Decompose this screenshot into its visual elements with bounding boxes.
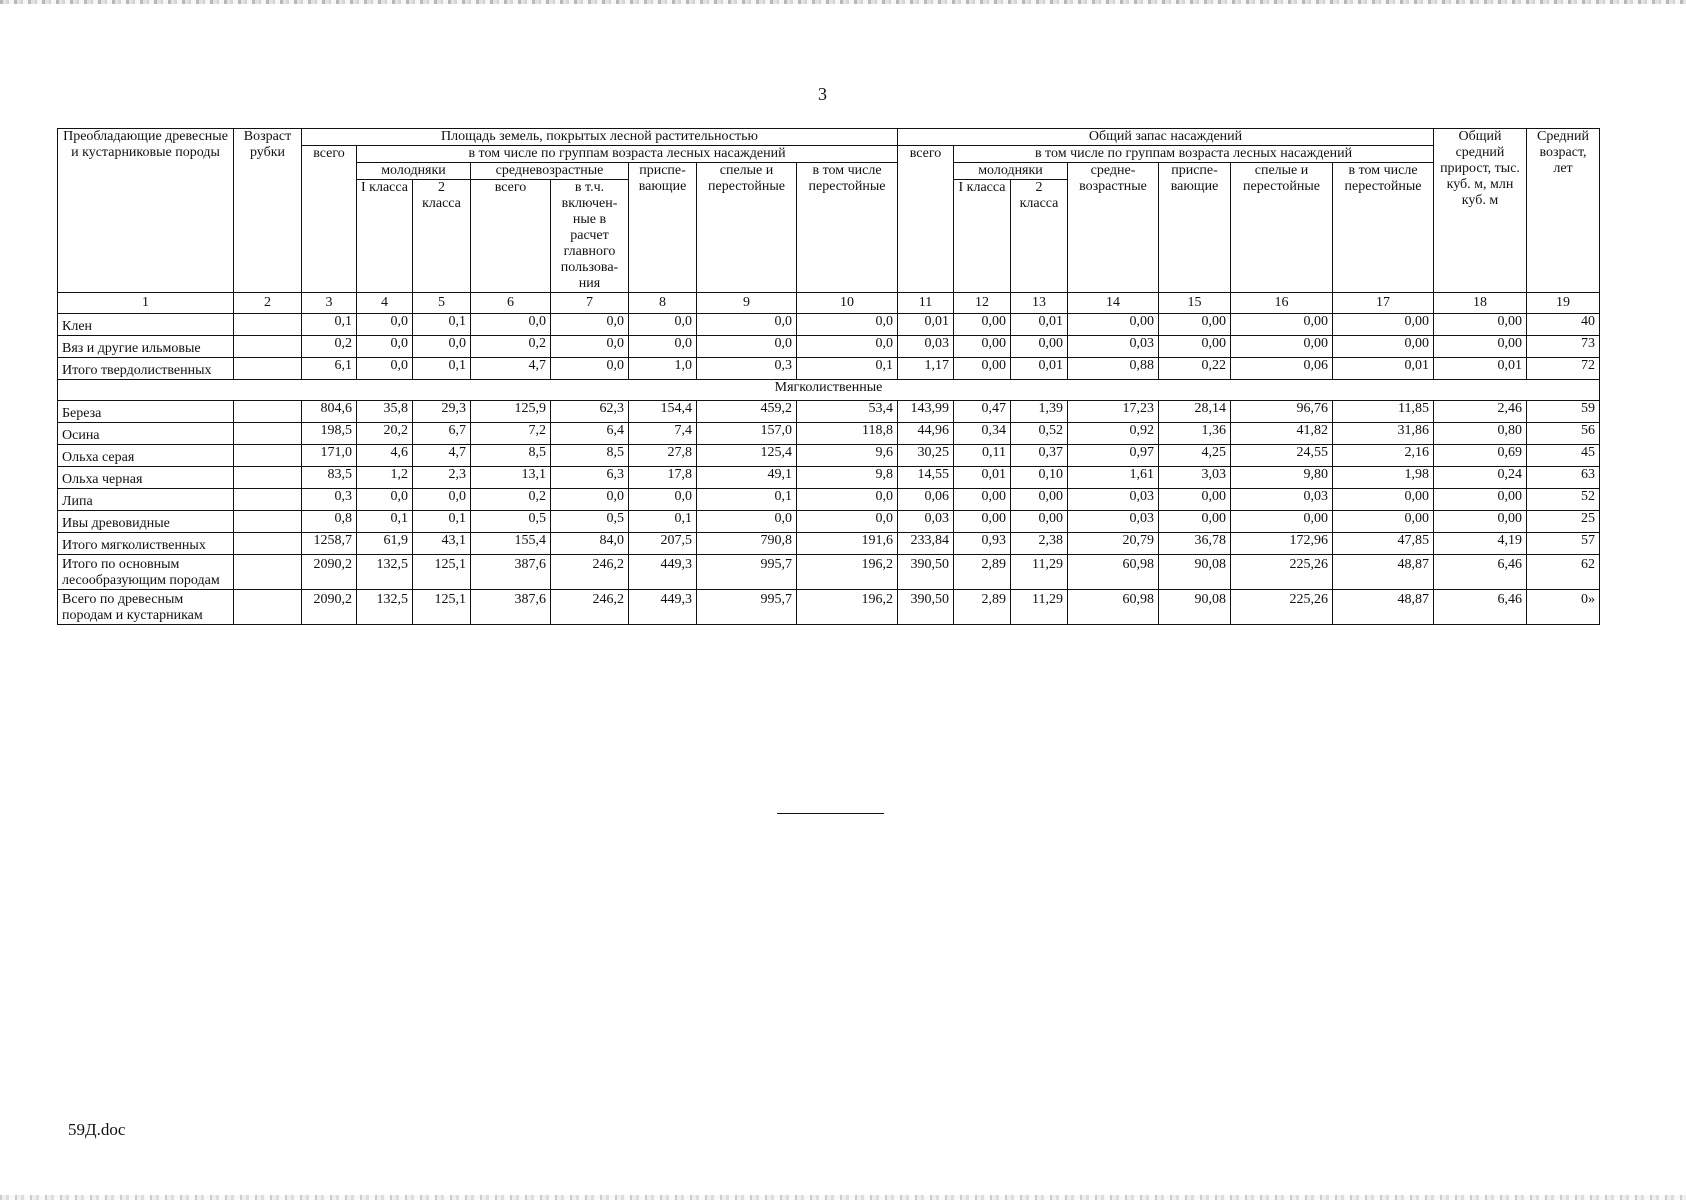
value-cell: 0,80 — [1434, 423, 1527, 445]
value-cell: 0,01 — [898, 314, 954, 336]
value-cell: 0,00 — [1333, 314, 1434, 336]
stock-mature-header: спелые и перестойные — [1231, 163, 1333, 293]
species-name: Клен — [58, 314, 234, 336]
value-cell: 0,00 — [1231, 314, 1333, 336]
value-cell: 225,26 — [1231, 590, 1333, 625]
table-row — [58, 511, 1600, 533]
species-name: Береза — [58, 401, 234, 423]
value-cell: 20,79 — [1068, 533, 1159, 555]
value-cell: 96,76 — [1231, 401, 1333, 423]
species-name: Всего по древесным породам и кустарникам — [58, 590, 234, 625]
value-cell: 0,1 — [302, 314, 357, 336]
softwood-rows — [58, 401, 1600, 555]
stock-class1-header: I класса — [954, 180, 1011, 293]
value-cell: 83,5 — [302, 467, 357, 489]
value-cell: 61,9 — [357, 533, 413, 555]
col-number: 3 — [302, 293, 357, 314]
value-cell: 72 — [1527, 358, 1600, 380]
col-number: 1 — [58, 293, 234, 314]
col-number: 5 — [413, 293, 471, 314]
value-cell: 0,0 — [471, 314, 551, 336]
scan-bottom-edge — [0, 1195, 1686, 1200]
value-cell: 0,00 — [1231, 511, 1333, 533]
species-name: Ивы древовидные — [58, 511, 234, 533]
value-cell: 0,00 — [1159, 314, 1231, 336]
felling-age-cell — [234, 590, 302, 625]
value-cell: 125,1 — [413, 555, 471, 590]
value-cell: 49,1 — [697, 467, 797, 489]
value-cell: 84,0 — [551, 533, 629, 555]
value-cell: 995,7 — [697, 590, 797, 625]
value-cell: 246,2 — [551, 590, 629, 625]
col-number: 16 — [1231, 293, 1333, 314]
value-cell: 0,52 — [1011, 423, 1068, 445]
table-row — [58, 489, 1600, 511]
value-cell: 0,0 — [629, 489, 697, 511]
value-cell: 20,2 — [357, 423, 413, 445]
value-cell: 0,00 — [1434, 489, 1527, 511]
area-overmature-header: в том числе перестойные — [797, 163, 898, 293]
value-cell: 59 — [1527, 401, 1600, 423]
value-cell: 995,7 — [697, 555, 797, 590]
col-number: 11 — [898, 293, 954, 314]
document-filename: 59Д.doc — [68, 1120, 126, 1139]
value-cell: 0,2 — [471, 336, 551, 358]
table-row — [58, 555, 1600, 590]
area-main-use-header: в т.ч. включен-ные в расчет главного пользова-ния — [551, 180, 629, 293]
value-cell: 0,92 — [1068, 423, 1159, 445]
value-cell: 0,0 — [551, 336, 629, 358]
felling-age-cell — [234, 358, 302, 380]
table-row — [58, 467, 1600, 489]
stock-class2-header: 2 класса — [1011, 180, 1068, 293]
value-cell: 0,1 — [413, 358, 471, 380]
value-cell: 11,29 — [1011, 555, 1068, 590]
felling-age-cell — [234, 555, 302, 590]
value-cell: 0,03 — [1231, 489, 1333, 511]
value-cell: 0,37 — [1011, 445, 1068, 467]
value-cell: 25 — [1527, 511, 1600, 533]
value-cell: 0,00 — [1159, 511, 1231, 533]
value-cell: 390,50 — [898, 555, 954, 590]
value-cell: 0» — [1527, 590, 1600, 625]
value-cell: 449,3 — [629, 555, 697, 590]
col-number: 19 — [1527, 293, 1600, 314]
col-number: 12 — [954, 293, 1011, 314]
table-row — [58, 423, 1600, 445]
value-cell: 90,08 — [1159, 590, 1231, 625]
value-cell: 0,3 — [302, 489, 357, 511]
felling-age-cell — [234, 423, 302, 445]
value-cell: 0,10 — [1011, 467, 1068, 489]
value-cell: 0,00 — [1333, 336, 1434, 358]
value-cell: 27,8 — [629, 445, 697, 467]
species-name: Осина — [58, 423, 234, 445]
value-cell: 6,1 — [302, 358, 357, 380]
value-cell: 191,6 — [797, 533, 898, 555]
value-cell: 9,8 — [797, 467, 898, 489]
value-cell: 0,8 — [302, 511, 357, 533]
value-cell: 0,0 — [797, 336, 898, 358]
column-number-row — [58, 293, 1600, 314]
value-cell: 0,03 — [1068, 489, 1159, 511]
stock-overmature-header: в том числе перестойные — [1333, 163, 1434, 293]
value-cell: 63 — [1527, 467, 1600, 489]
value-cell: 35,8 — [357, 401, 413, 423]
value-cell: 2090,2 — [302, 555, 357, 590]
value-cell: 0,22 — [1159, 358, 1231, 380]
value-cell: 0,0 — [413, 336, 471, 358]
col-number: 7 — [551, 293, 629, 314]
value-cell: 1,2 — [357, 467, 413, 489]
felling-age-cell — [234, 533, 302, 555]
col-number: 6 — [471, 293, 551, 314]
value-cell: 1,0 — [629, 358, 697, 380]
value-cell: 0,00 — [1068, 314, 1159, 336]
col-number: 14 — [1068, 293, 1159, 314]
section-heading: Мягколиственные — [58, 380, 1600, 401]
value-cell: 0,0 — [629, 336, 697, 358]
value-cell: 17,8 — [629, 467, 697, 489]
value-cell: 6,4 — [551, 423, 629, 445]
value-cell: 0,69 — [1434, 445, 1527, 467]
value-cell: 207,5 — [629, 533, 697, 555]
col-number: 2 — [234, 293, 302, 314]
value-cell: 790,8 — [697, 533, 797, 555]
value-cell: 48,87 — [1333, 590, 1434, 625]
value-cell: 0,0 — [797, 489, 898, 511]
value-cell: 6,46 — [1434, 555, 1527, 590]
value-cell: 62,3 — [551, 401, 629, 423]
scan-top-edge — [0, 0, 1686, 4]
value-cell: 155,4 — [471, 533, 551, 555]
value-cell: 198,5 — [302, 423, 357, 445]
stock-young-header: молодняки — [954, 163, 1068, 180]
value-cell: 1,98 — [1333, 467, 1434, 489]
value-cell: 60,98 — [1068, 590, 1159, 625]
value-cell: 196,2 — [797, 555, 898, 590]
stock-by-age-header: в том числе по группам возраста лесных насаждений — [954, 146, 1434, 163]
value-cell: 57 — [1527, 533, 1600, 555]
area-young-header: молодняки — [357, 163, 471, 180]
value-cell: 0,97 — [1068, 445, 1159, 467]
felling-age-cell — [234, 445, 302, 467]
value-cell: 53,4 — [797, 401, 898, 423]
value-cell: 0,5 — [471, 511, 551, 533]
value-cell: 2,38 — [1011, 533, 1068, 555]
value-cell: 7,2 — [471, 423, 551, 445]
col-number: 8 — [629, 293, 697, 314]
value-cell: 0,00 — [1011, 336, 1068, 358]
value-cell: 31,86 — [1333, 423, 1434, 445]
value-cell: 8,5 — [551, 445, 629, 467]
value-cell: 1,17 — [898, 358, 954, 380]
table-row — [58, 533, 1600, 555]
stock-total-header: всего — [898, 146, 954, 293]
value-cell: 125,1 — [413, 590, 471, 625]
value-cell: 6,46 — [1434, 590, 1527, 625]
area-middle-total-header: всего — [471, 180, 551, 293]
value-cell: 804,6 — [302, 401, 357, 423]
value-cell: 6,7 — [413, 423, 471, 445]
species-name: Итого мягколиственных — [58, 533, 234, 555]
col-number: 15 — [1159, 293, 1231, 314]
value-cell: 0,0 — [357, 336, 413, 358]
value-cell: 459,2 — [697, 401, 797, 423]
value-cell: 233,84 — [898, 533, 954, 555]
hardwood-rows — [58, 314, 1600, 380]
value-cell: 0,88 — [1068, 358, 1159, 380]
value-cell: 0,2 — [302, 336, 357, 358]
felling-age-cell — [234, 314, 302, 336]
value-cell: 0,3 — [697, 358, 797, 380]
value-cell: 0,1 — [357, 511, 413, 533]
value-cell: 0,0 — [551, 358, 629, 380]
stock-group-header: Общий запас насаждений — [898, 129, 1434, 146]
value-cell: 48,87 — [1333, 555, 1434, 590]
value-cell: 125,9 — [471, 401, 551, 423]
felling-age-cell — [234, 511, 302, 533]
value-cell: 90,08 — [1159, 555, 1231, 590]
table-row — [58, 445, 1600, 467]
col-number: 10 — [797, 293, 898, 314]
softwood-section — [58, 380, 1600, 401]
value-cell: 6,3 — [551, 467, 629, 489]
forest-fund-table — [57, 128, 1600, 625]
value-cell: 0,00 — [1011, 489, 1068, 511]
value-cell: 73 — [1527, 336, 1600, 358]
species-name: Итого по основным лесообразующим породам — [58, 555, 234, 590]
value-cell: 44,96 — [898, 423, 954, 445]
value-cell: 157,0 — [697, 423, 797, 445]
value-cell: 60,98 — [1068, 555, 1159, 590]
value-cell: 8,5 — [471, 445, 551, 467]
value-cell: 390,50 — [898, 590, 954, 625]
value-cell: 132,5 — [357, 555, 413, 590]
value-cell: 0,01 — [954, 467, 1011, 489]
felling-age-cell — [234, 401, 302, 423]
value-cell: 0,0 — [357, 314, 413, 336]
value-cell: 0,03 — [898, 336, 954, 358]
area-middle-header: средневозрастные — [471, 163, 629, 180]
value-cell: 0,0 — [697, 511, 797, 533]
table-row — [58, 401, 1600, 423]
value-cell: 24,55 — [1231, 445, 1333, 467]
value-cell: 172,96 — [1231, 533, 1333, 555]
value-cell: 0,0 — [551, 314, 629, 336]
value-cell: 0,24 — [1434, 467, 1527, 489]
total-rows — [58, 555, 1600, 625]
value-cell: 4,7 — [413, 445, 471, 467]
value-cell: 387,6 — [471, 555, 551, 590]
value-cell: 0,0 — [697, 336, 797, 358]
area-class1-header: I класса — [357, 180, 413, 293]
value-cell: 0,1 — [629, 511, 697, 533]
value-cell: 196,2 — [797, 590, 898, 625]
value-cell: 47,85 — [1333, 533, 1434, 555]
value-cell: 0,0 — [357, 358, 413, 380]
value-cell: 0,1 — [697, 489, 797, 511]
felling-age-cell — [234, 489, 302, 511]
felling-age-header: Возраст рубки — [234, 129, 302, 293]
value-cell: 2,46 — [1434, 401, 1527, 423]
area-maturing-header: приспе-вающие — [629, 163, 697, 293]
value-cell: 0,00 — [954, 489, 1011, 511]
value-cell: 0,01 — [1011, 358, 1068, 380]
value-cell: 0,03 — [898, 511, 954, 533]
felling-age-cell — [234, 336, 302, 358]
value-cell: 0,00 — [954, 314, 1011, 336]
value-cell: 0,2 — [471, 489, 551, 511]
value-cell: 0,00 — [954, 511, 1011, 533]
value-cell: 0,06 — [898, 489, 954, 511]
value-cell: 30,25 — [898, 445, 954, 467]
col-number: 4 — [357, 293, 413, 314]
table-row — [58, 314, 1600, 336]
value-cell: 0,0 — [797, 314, 898, 336]
col-number: 9 — [697, 293, 797, 314]
value-cell: 4,25 — [1159, 445, 1231, 467]
value-cell: 45 — [1527, 445, 1600, 467]
area-class2-header: 2 класса — [413, 180, 471, 293]
value-cell: 3,03 — [1159, 467, 1231, 489]
value-cell: 4,6 — [357, 445, 413, 467]
value-cell: 387,6 — [471, 590, 551, 625]
value-cell: 0,01 — [1434, 358, 1527, 380]
value-cell: 0,00 — [1159, 489, 1231, 511]
value-cell: 0,1 — [413, 511, 471, 533]
value-cell: 7,4 — [629, 423, 697, 445]
value-cell: 17,23 — [1068, 401, 1159, 423]
value-cell: 0,00 — [954, 336, 1011, 358]
value-cell: 0,00 — [1333, 489, 1434, 511]
value-cell: 9,6 — [797, 445, 898, 467]
value-cell: 0,03 — [1068, 511, 1159, 533]
value-cell: 0,01 — [1333, 358, 1434, 380]
table-row — [58, 590, 1600, 625]
area-mature-header: спелые и перестойные — [697, 163, 797, 293]
end-rule — [777, 813, 884, 814]
value-cell: 0,00 — [1434, 336, 1527, 358]
value-cell: 154,4 — [629, 401, 697, 423]
value-cell: 0,0 — [629, 314, 697, 336]
value-cell: 9,80 — [1231, 467, 1333, 489]
value-cell: 2,3 — [413, 467, 471, 489]
value-cell: 143,99 — [898, 401, 954, 423]
value-cell: 118,8 — [797, 423, 898, 445]
value-cell: 171,0 — [302, 445, 357, 467]
species-name: Ольха серая — [58, 445, 234, 467]
value-cell: 0,01 — [1011, 314, 1068, 336]
value-cell: 52 — [1527, 489, 1600, 511]
value-cell: 132,5 — [357, 590, 413, 625]
table-row — [58, 358, 1600, 380]
value-cell: 0,06 — [1231, 358, 1333, 380]
value-cell: 0,0 — [357, 489, 413, 511]
value-cell: 0,00 — [1159, 336, 1231, 358]
value-cell: 0,00 — [1011, 511, 1068, 533]
value-cell: 56 — [1527, 423, 1600, 445]
value-cell: 1,61 — [1068, 467, 1159, 489]
felling-age-cell — [234, 467, 302, 489]
value-cell: 0,00 — [1333, 511, 1434, 533]
value-cell: 0,0 — [797, 511, 898, 533]
value-cell: 0,5 — [551, 511, 629, 533]
value-cell: 0,00 — [1231, 336, 1333, 358]
page-number: 3 — [818, 84, 827, 104]
value-cell: 36,78 — [1159, 533, 1231, 555]
avg-age-header: Средний возраст, лет — [1527, 129, 1600, 293]
stock-middle-header: средне-возрастные — [1068, 163, 1159, 293]
value-cell: 0,00 — [1434, 511, 1527, 533]
value-cell: 0,0 — [413, 489, 471, 511]
value-cell: 0,93 — [954, 533, 1011, 555]
value-cell: 0,00 — [1434, 314, 1527, 336]
value-cell: 28,14 — [1159, 401, 1231, 423]
value-cell: 0,0 — [551, 489, 629, 511]
species-name: Ольха черная — [58, 467, 234, 489]
value-cell: 0,11 — [954, 445, 1011, 467]
value-cell: 4,19 — [1434, 533, 1527, 555]
value-cell: 0,1 — [797, 358, 898, 380]
area-by-age-header: в том числе по группам возраста лесных насаждений — [357, 146, 898, 163]
value-cell: 29,3 — [413, 401, 471, 423]
value-cell: 2,16 — [1333, 445, 1434, 467]
species-name: Вяз и другие ильмовые — [58, 336, 234, 358]
value-cell: 0,34 — [954, 423, 1011, 445]
value-cell: 1,36 — [1159, 423, 1231, 445]
value-cell: 11,29 — [1011, 590, 1068, 625]
value-cell: 1258,7 — [302, 533, 357, 555]
value-cell: 1,39 — [1011, 401, 1068, 423]
value-cell: 14,55 — [898, 467, 954, 489]
value-cell: 225,26 — [1231, 555, 1333, 590]
value-cell: 0,00 — [954, 358, 1011, 380]
value-cell: 13,1 — [471, 467, 551, 489]
value-cell: 246,2 — [551, 555, 629, 590]
col-number: 18 — [1434, 293, 1527, 314]
table-row — [58, 336, 1600, 358]
value-cell: 11,85 — [1333, 401, 1434, 423]
growth-header: Общий средний прирост, тыс. куб. м, млн куб. м — [1434, 129, 1527, 293]
value-cell: 62 — [1527, 555, 1600, 590]
value-cell: 0,47 — [954, 401, 1011, 423]
value-cell: 4,7 — [471, 358, 551, 380]
species-header: Преобладающие древесные и кустарниковые породы — [58, 129, 234, 293]
col-number: 13 — [1011, 293, 1068, 314]
stock-maturing-header: приспе-вающие — [1159, 163, 1231, 293]
area-total-header: всего — [302, 146, 357, 293]
value-cell: 2090,2 — [302, 590, 357, 625]
species-name: Итого твердолиственных — [58, 358, 234, 380]
value-cell: 125,4 — [697, 445, 797, 467]
area-group-header: Площадь земель, покрытых лесной растительностью — [302, 129, 898, 146]
value-cell: 41,82 — [1231, 423, 1333, 445]
value-cell: 40 — [1527, 314, 1600, 336]
species-name: Липа — [58, 489, 234, 511]
value-cell: 0,0 — [697, 314, 797, 336]
value-cell: 2,89 — [954, 555, 1011, 590]
value-cell: 2,89 — [954, 590, 1011, 625]
value-cell: 0,03 — [1068, 336, 1159, 358]
value-cell: 43,1 — [413, 533, 471, 555]
value-cell: 449,3 — [629, 590, 697, 625]
value-cell: 0,1 — [413, 314, 471, 336]
col-number: 17 — [1333, 293, 1434, 314]
